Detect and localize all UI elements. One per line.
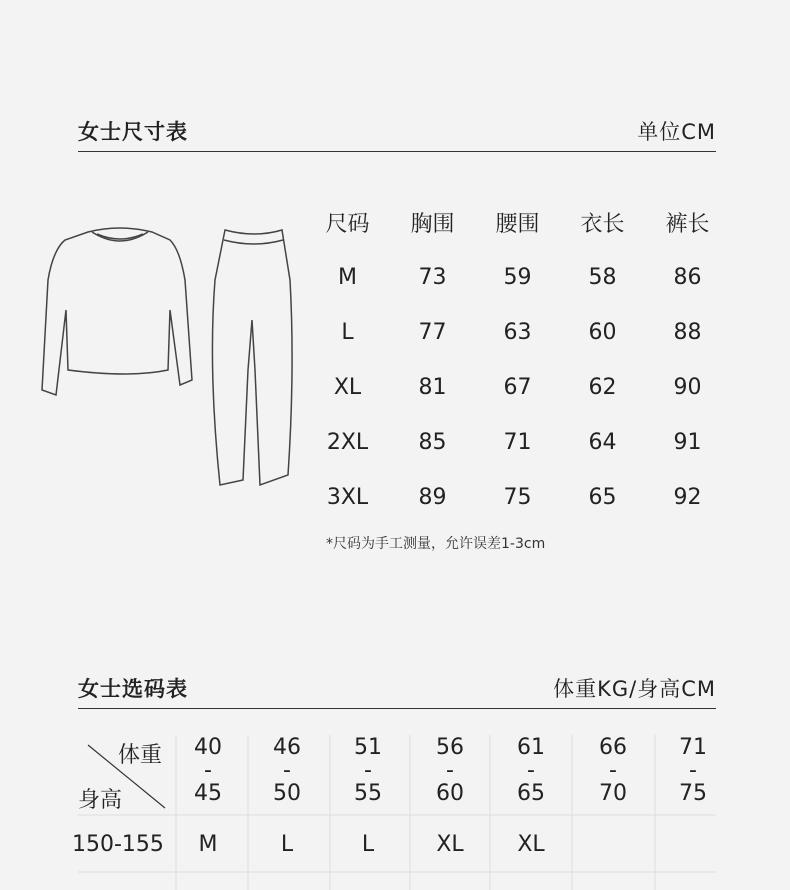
table-cell: 88	[673, 320, 702, 345]
table-cell: 63	[503, 320, 532, 345]
weight-range	[583, 736, 643, 805]
table-cell: XL	[333, 375, 362, 400]
weight-high: 65	[517, 781, 545, 806]
size-selector-title: 女士选码表	[78, 677, 188, 701]
table-cell: 64	[588, 430, 617, 455]
weight-low: 61	[517, 735, 545, 760]
weight-high: 55	[354, 781, 382, 806]
column-header: 衣长	[580, 212, 625, 237]
weight-dash: -	[283, 758, 291, 783]
table-cell: 92	[673, 485, 702, 510]
weight-high: 50	[273, 781, 301, 806]
weight-high: 45	[194, 781, 222, 806]
table-cell: 58	[588, 265, 617, 290]
weight-dash: -	[689, 758, 697, 783]
table-cell: M	[338, 265, 357, 290]
weight-high: 70	[599, 781, 627, 806]
table-cell: 3XL	[326, 485, 369, 510]
weight-range	[501, 736, 561, 805]
weight-low: 51	[354, 735, 382, 760]
weight-dash: -	[204, 758, 212, 783]
weight-dash: -	[609, 758, 617, 783]
weight-range	[420, 736, 480, 805]
table-cell: L	[341, 320, 354, 345]
table-cell: 77	[418, 320, 447, 345]
table-cell: 59	[503, 265, 532, 290]
weight-dash: -	[446, 758, 454, 783]
size-chart-unit: 单位CM	[637, 120, 716, 144]
height-range-label: 150-155	[72, 832, 164, 857]
size-cell: XL	[517, 832, 545, 857]
size-cell: L	[361, 832, 375, 857]
weight-range	[338, 736, 398, 805]
table-cell: 89	[418, 485, 447, 510]
table-cell: 75	[503, 485, 532, 510]
weight-low: 40	[194, 735, 222, 760]
column-header: 尺码	[325, 212, 370, 237]
column-header: 裤长	[665, 212, 710, 237]
table-cell: 85	[418, 430, 447, 455]
table-cell: 71	[503, 430, 532, 455]
weight-high: 60	[436, 781, 464, 806]
size-cell: M	[198, 832, 218, 857]
size-cell: L	[280, 832, 294, 857]
table-cell: 2XL	[326, 430, 369, 455]
table-cell: 86	[673, 265, 702, 290]
weight-low: 56	[436, 735, 464, 760]
weight-range	[663, 736, 723, 805]
table-cell: 60	[588, 320, 617, 345]
table-cell: 81	[418, 375, 447, 400]
column-header: 腰围	[495, 212, 540, 237]
size-chart-title: 女士尺寸表	[78, 120, 188, 144]
corner-weight-label: 体重	[118, 743, 163, 768]
column-header: 胸围	[410, 212, 455, 237]
table-cell: 65	[588, 485, 617, 510]
weight-low: 46	[273, 735, 301, 760]
weight-dash: -	[364, 758, 372, 783]
weight-high: 75	[679, 781, 707, 806]
size-selector-unit: 体重KG/身高CM	[553, 677, 716, 701]
corner-height-label: 身高	[78, 788, 123, 813]
table-cell: 73	[418, 265, 447, 290]
weight-low: 71	[679, 735, 707, 760]
table-cell: 67	[503, 375, 532, 400]
weight-range	[178, 736, 238, 805]
weight-range	[257, 736, 317, 805]
table-cell: 91	[673, 430, 702, 455]
table-cell: 62	[588, 375, 617, 400]
weight-low: 66	[599, 735, 627, 760]
measurement-note: *尺码为手工测量，允许误差1-3cm	[326, 536, 546, 552]
weight-dash: -	[527, 758, 535, 783]
table-cell: 90	[673, 375, 702, 400]
size-cell: XL	[436, 832, 464, 857]
